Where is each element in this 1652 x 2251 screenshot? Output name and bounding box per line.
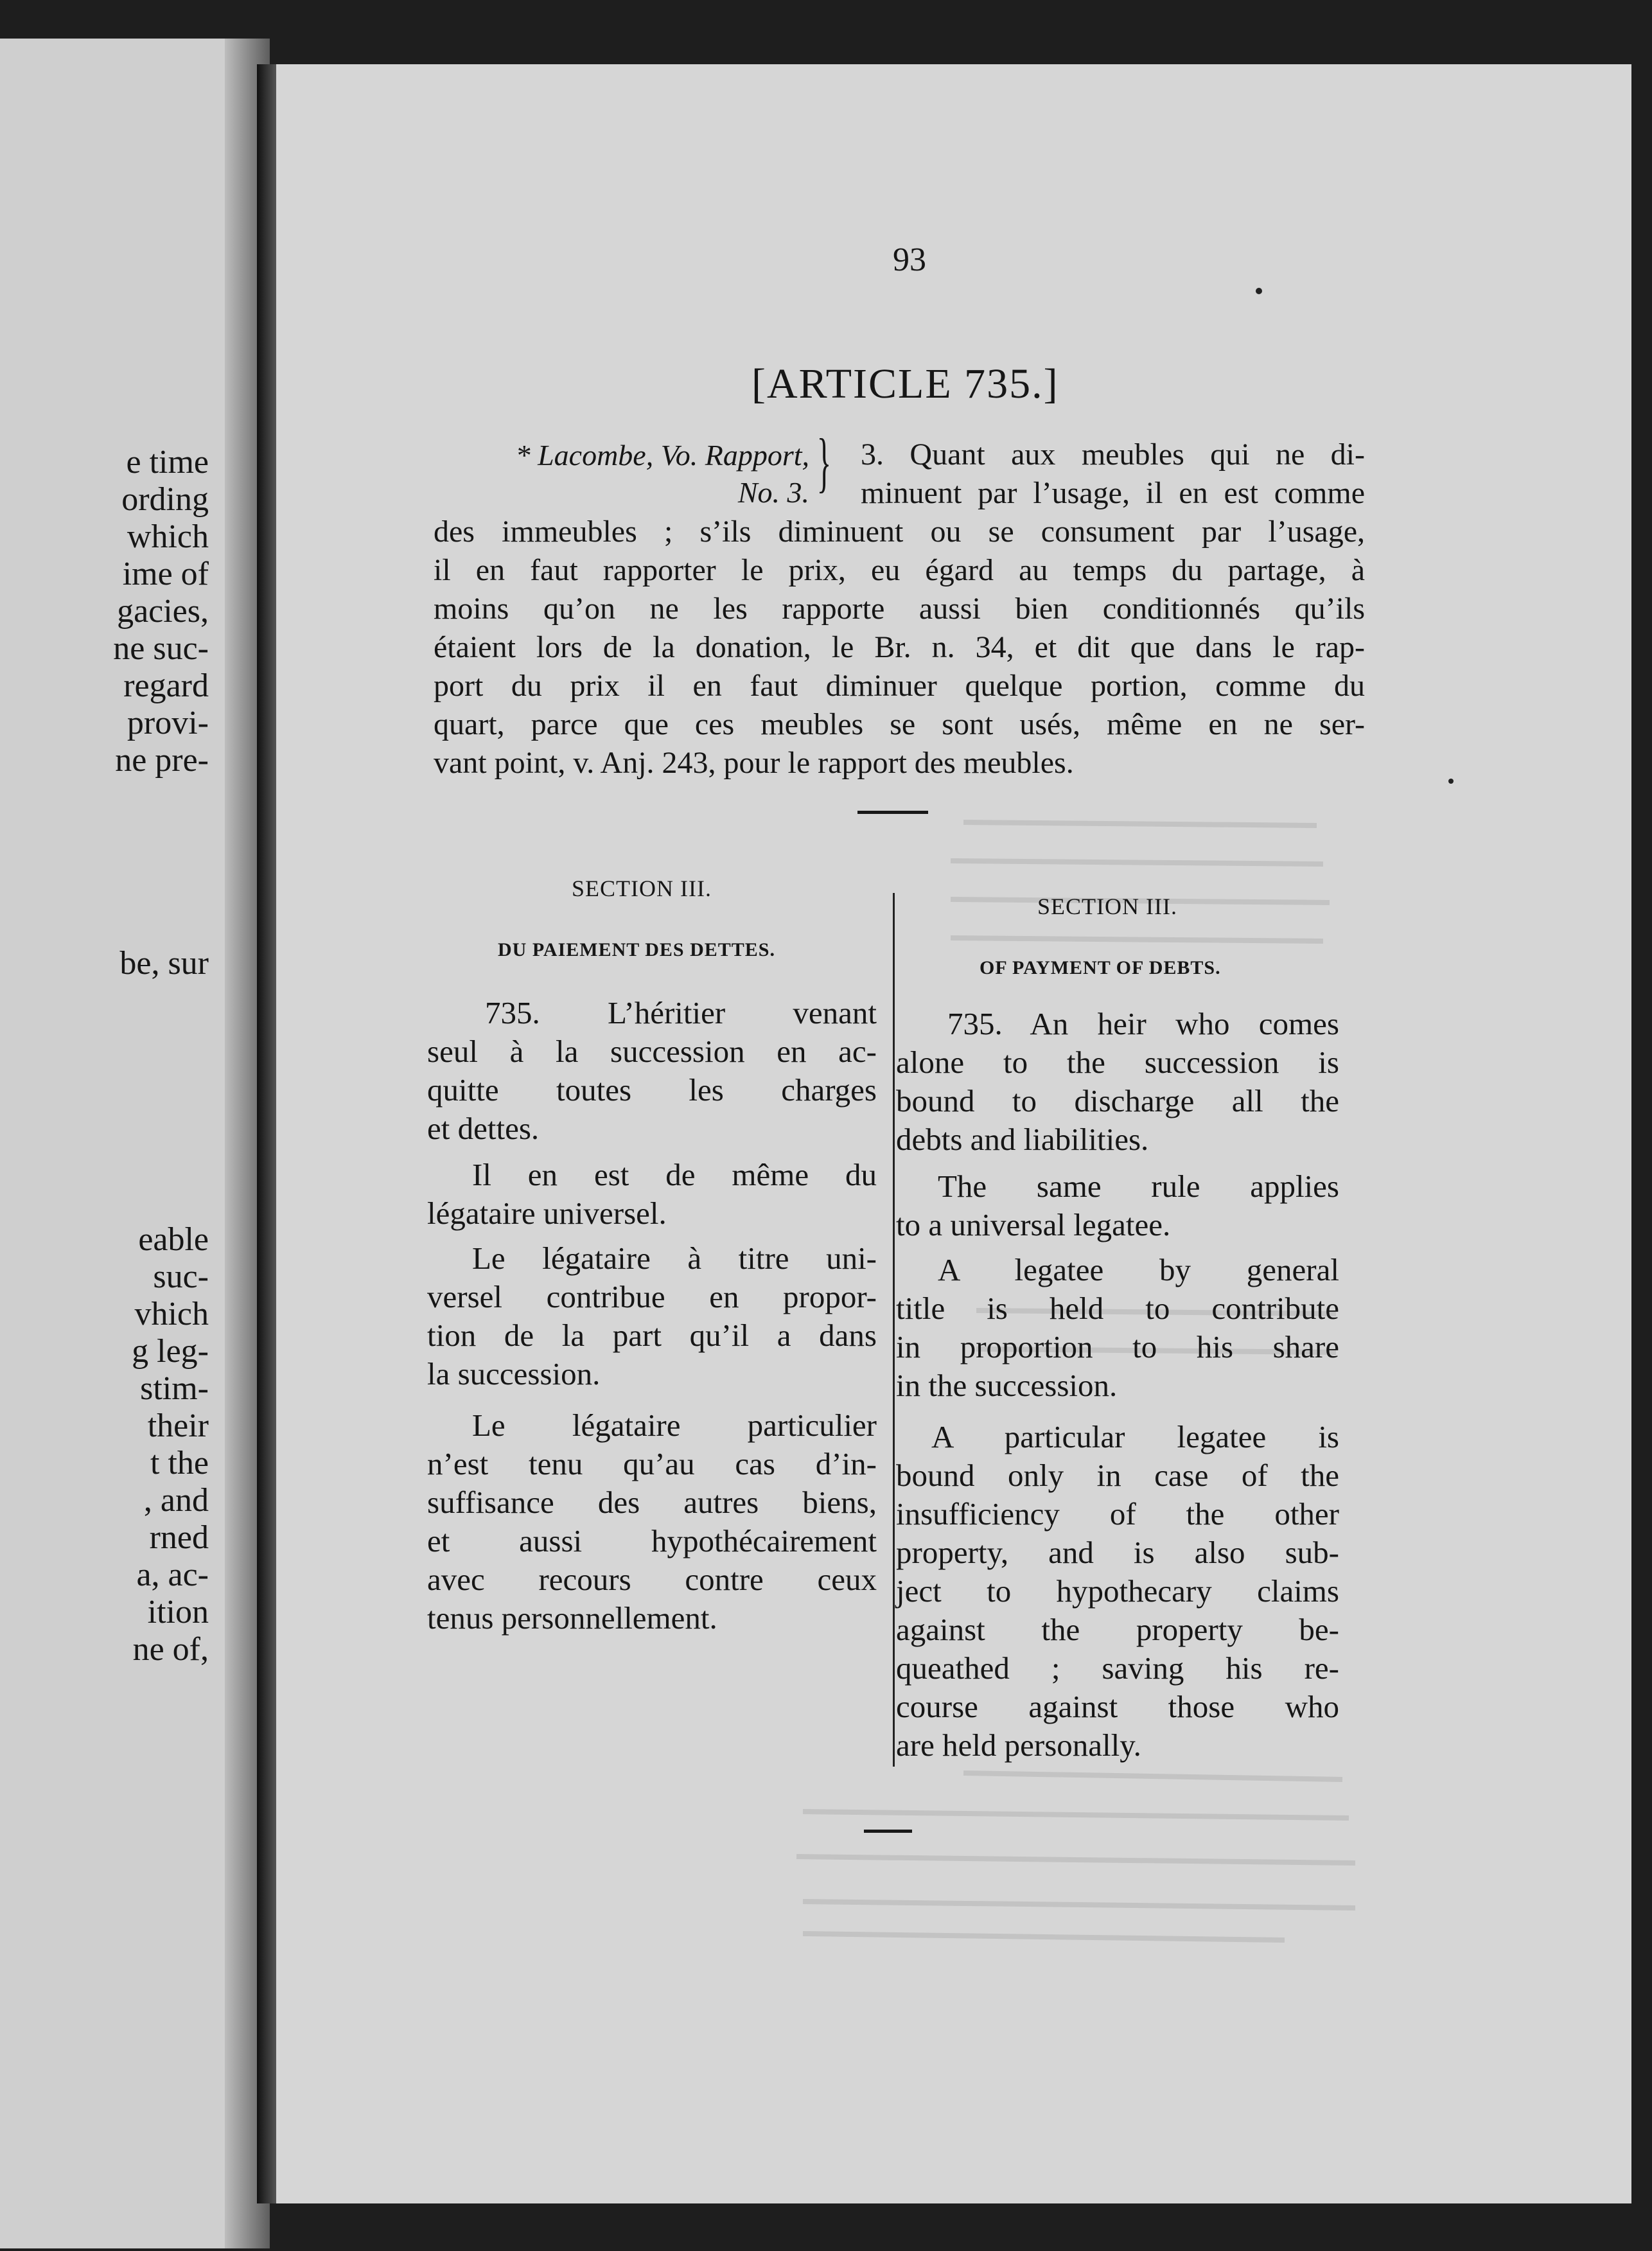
left-page-line: be, sur (119, 945, 209, 982)
citation-line: No. 3. (737, 476, 809, 509)
left-page-line: , and (143, 1482, 209, 1519)
left-page-line: gacies, (117, 593, 209, 630)
left-page-line: ording (121, 481, 209, 518)
left-page-line: their (147, 1408, 209, 1444)
french-article-line: n’est tenu qu’au cas d’in- (427, 1446, 877, 1481)
commentary-line: moins qu’on ne les rapporte aussi bien conditionnés qu’ils (434, 592, 1365, 626)
left-page-line: a, ac- (136, 1557, 209, 1593)
english-article-line: queathed ; saving his re- (896, 1650, 1339, 1686)
left-page-line: vhich (134, 1296, 209, 1332)
citation-reference (443, 437, 809, 511)
end-rule (864, 1830, 912, 1833)
commentary-line: 3. Quant aux meubles qui ne di- (861, 437, 1365, 472)
french-section-title: SECTION III. (572, 876, 712, 901)
left-page-line: rned (149, 1519, 209, 1556)
english-article-line: to a universal legatee. (896, 1207, 1171, 1242)
french-article-line: Le légataire particulier (472, 1408, 877, 1443)
french-section-subtitle: DU PAIEMENT DES DETTES. (498, 939, 775, 960)
french-article-line: et aussi hypothécairement (427, 1523, 877, 1558)
left-page-line: eable (138, 1221, 209, 1258)
column-divider (893, 893, 895, 1767)
commentary-line: vant point, v. Anj. 243, pour le rapport des meubles. (434, 746, 1074, 780)
english-article-line: alone to the succession is (896, 1045, 1339, 1080)
left-page-line: ime of (122, 556, 209, 592)
english-article-line: The same rule applies (938, 1169, 1339, 1204)
left-page-line: ne pre- (115, 742, 209, 779)
french-article-line: tenus personnellement. (427, 1600, 717, 1636)
section-divider-rule (857, 811, 928, 814)
english-article-line: in proportion to his share (896, 1329, 1339, 1364)
english-article-line: bound only in case of the (896, 1458, 1339, 1493)
left-page-line: provi- (127, 705, 209, 741)
french-article-line: seul à la succession en ac- (427, 1034, 877, 1069)
commentary-line: quart, parce que ces meubles se sont usés, même en ne ser- (434, 707, 1365, 741)
french-article-line: suffisance des autres biens, (427, 1485, 877, 1520)
french-article-line: et dettes. (427, 1111, 540, 1146)
left-page-line: which (127, 518, 209, 555)
left-page-line: suc- (153, 1258, 209, 1295)
french-article-line: avec recours contre ceux (427, 1562, 877, 1597)
french-article-line: 735. L’héritier venant (485, 995, 877, 1030)
commentary-line: des immeubles ; s’ils diminuent ou se consument par l’usage, (434, 515, 1365, 549)
english-article-line: ject to hypothecary claims (896, 1573, 1339, 1609)
commentary-line: étaient lors de la donation, le Br. n. 34, et dit que dans le rap- (434, 630, 1365, 664)
french-article-line: la succession. (427, 1356, 601, 1391)
french-article-line: légataire universel. (427, 1196, 667, 1231)
english-article-line: A particular legatee is (931, 1419, 1339, 1454)
english-article-line: debts and liabilities. (896, 1122, 1149, 1157)
english-section-subtitle: OF PAYMENT OF DEBTS. (980, 957, 1221, 978)
left-page-line: e time (126, 444, 209, 481)
commentary-line: il en faut rapporter le prix, eu égard au temps du partage, à (434, 553, 1365, 587)
left-page-line: stim- (140, 1370, 209, 1407)
english-article-line: against the property be- (896, 1612, 1339, 1647)
english-article-line: are held personally. (896, 1727, 1141, 1763)
english-article-line: bound to discharge all the (896, 1083, 1339, 1118)
commentary-line: port du prix il en faut diminuer quelque portion, comme du (434, 669, 1365, 703)
commentary-line: minuent par l’usage, il en est comme (861, 476, 1365, 510)
left-facing-page (0, 39, 270, 2248)
english-article-line: property, and is also sub- (896, 1535, 1339, 1570)
page-number: 93 (893, 242, 926, 278)
ink-speck (1448, 779, 1454, 784)
left-page-line: ne of, (132, 1631, 209, 1668)
citation-brace: } (816, 425, 832, 499)
left-page-line: ition (147, 1594, 209, 1630)
french-article-line: Il en est de même du (472, 1157, 877, 1192)
english-article-line: course against those who (896, 1689, 1339, 1724)
left-page-line: g leg- (132, 1333, 209, 1370)
french-article-line: Le légataire à titre uni- (472, 1240, 877, 1276)
left-page-line: ne suc- (113, 630, 209, 667)
ink-speck (1256, 288, 1262, 294)
english-article-line: insufficiency of the other (896, 1496, 1339, 1532)
french-article-line: tion de la part qu’il a dans (427, 1318, 877, 1353)
article-heading: [ARTICLE 735.] (751, 360, 1059, 407)
english-article-line: title is held to contribute (896, 1291, 1339, 1326)
left-page-line: regard (123, 667, 209, 704)
english-section-title: SECTION III. (1037, 894, 1177, 919)
english-article-line: A legatee by general (938, 1252, 1339, 1287)
french-article-line: versel contribue en propor- (427, 1279, 877, 1314)
english-article-line: 735. An heir who comes (947, 1006, 1339, 1041)
citation-line: * Lacombe, Vo. Rapport, (515, 439, 809, 472)
left-page-line: t the (150, 1445, 209, 1481)
english-article-line: in the succession. (896, 1368, 1118, 1403)
french-article-line: quitte toutes les charges (427, 1072, 877, 1108)
